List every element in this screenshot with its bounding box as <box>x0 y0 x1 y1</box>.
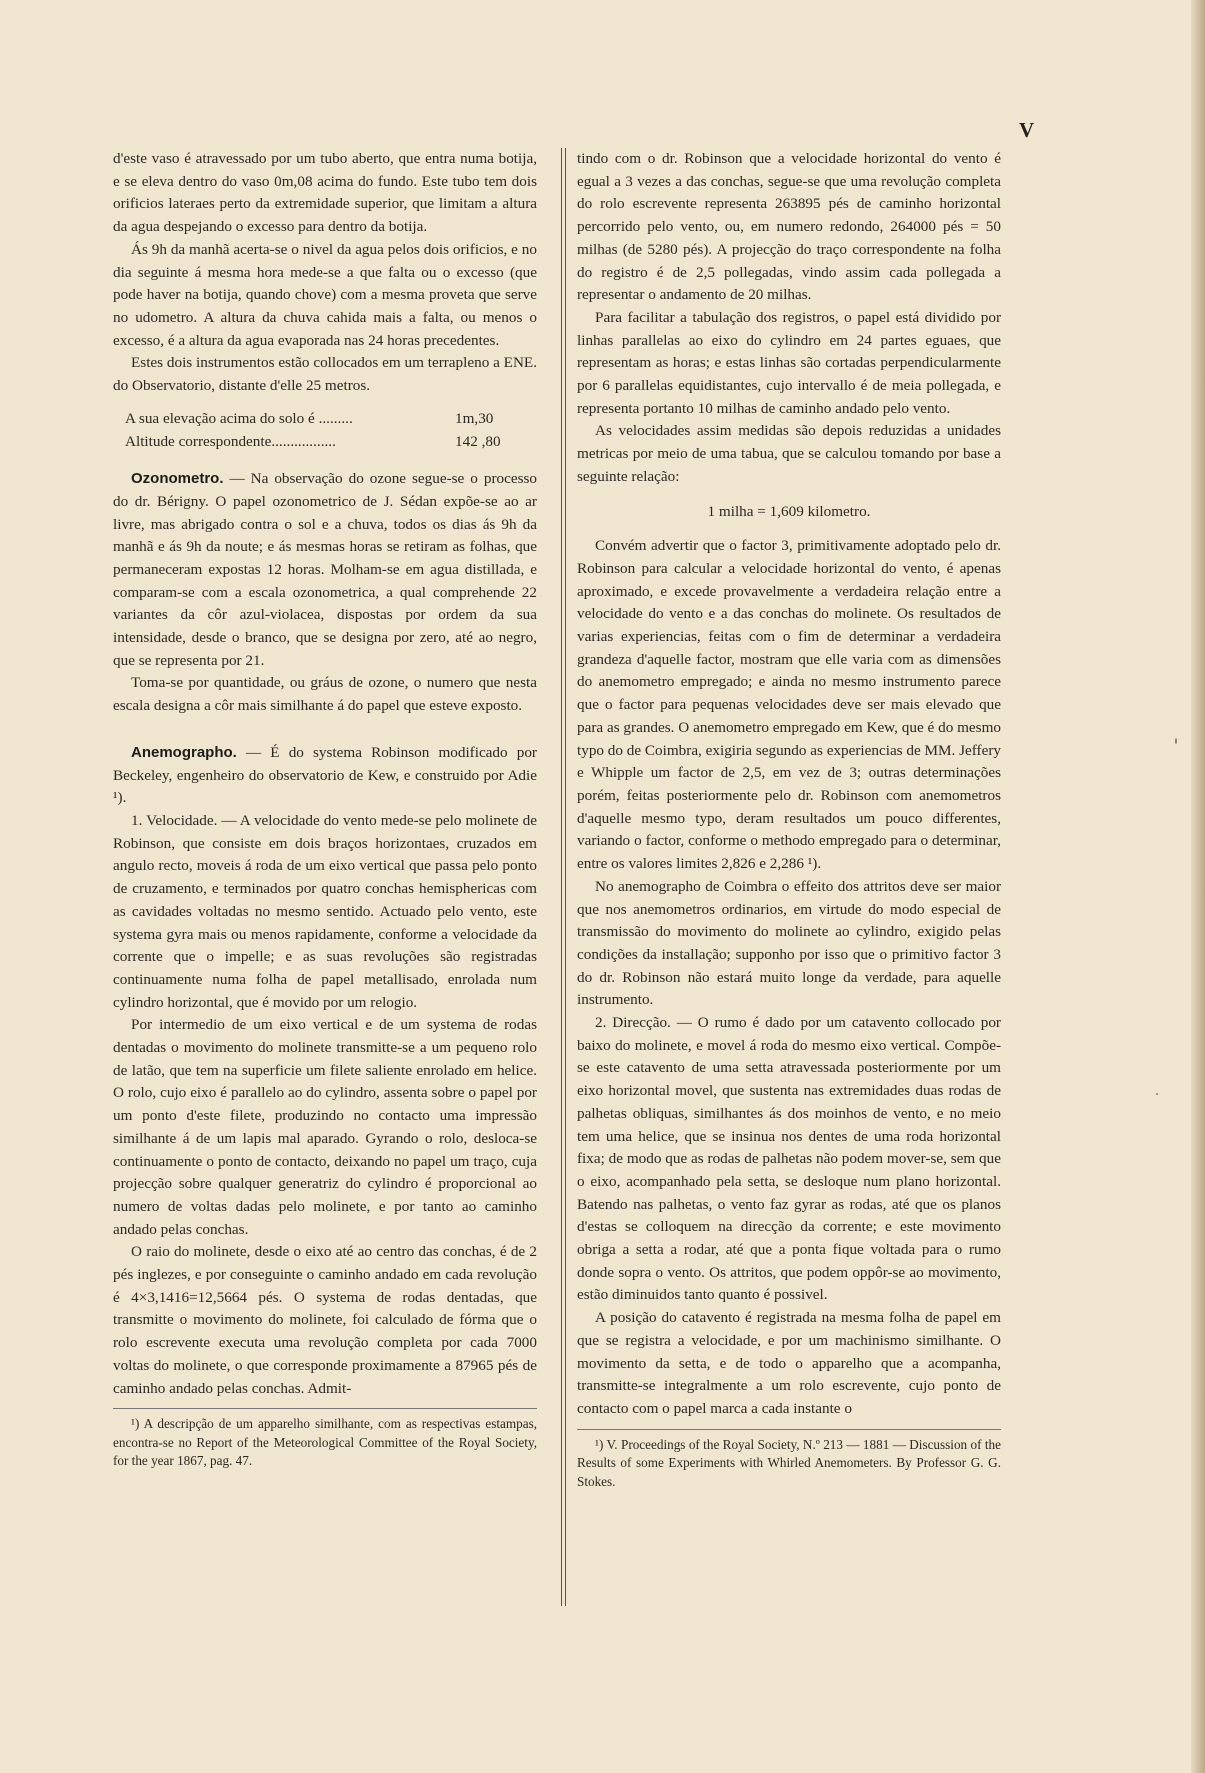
footnote <box>113 1415 537 1471</box>
footnote-rule <box>577 1429 1001 1430</box>
section-heading: Ozonometro. <box>131 470 224 488</box>
footnote-text: ¹) A descripção de um apparelho similhante, com as respectivas estampas, encontra-se no Report of the Meteorological Committee of the Royal Society, for the year 1867, pag. 47. <box>113 1416 537 1469</box>
paragraph: Estes dois instrumentos estão collocados em um terrapleno a ENE. do Observatorio, distante d'elle 25 metros. <box>113 354 537 395</box>
table-label: Altitude correspondente................. <box>125 433 336 451</box>
right-column <box>577 148 1001 1491</box>
paper-speck <box>1175 738 1177 744</box>
paragraph: Para facilitar a tabulação dos registros, o papel está dividido por linhas parallelas ao eixo do cylindro em 24 partes eguaes, que representam as horas; e estas linhas são cortadas perpendicularmente por 6 parallelas equidistantes, cujo intervallo é de meia pollegada, e representa portanto 10 milhas de caminho andado pelo vento. <box>577 308 1001 417</box>
paragraph: Ás 9h da manhã acerta-se o nivel da agua pelos dois orificios, e no dia seguinte á mesma hora mede-se a que falta ou o excesso (que pode haver na botija, quando chove) com a mesma proveta que serve no udometro. A altura da chuva cahida mais a falta, ou menos o excesso, é a altura da agua evaporada nas 24 horas precedentes. <box>113 240 537 349</box>
paragraph: O raio do molinete, desde o eixo até ao centro das conchas, é de 2 pés inglezes, e por conseguinte o caminho andado em cada revolução é 4×3,1416=12,5664 pés. O systema de rodas dentadas, que transmitte o movimento do molinete, foi calculado de fórma que o rolo escrevente executa uma revolução completa por cada 7000 voltas do molinete, o que corresponde proximamente a 87965 pés de caminho andado pelas conchas. Admit- <box>113 1243 537 1397</box>
column-divider <box>561 148 566 1606</box>
footnote-text: ¹) V. Proceedings of the Royal Society, N.º 213 — 1881 — Discussion of the Results of some Experiments with Whirled Anemometers. By Professor G. G. Stokes. <box>577 1436 1001 1489</box>
section-text: — Na observação do ozone segue-se o processo do dr. Bérigny. O papel ozonometrico de J. Sédan expõe-se ao ar livre, mas abrigado contra o sol e a chuva, todos os dias ás 9h da manhã e ás 9h da noute; e ás mesmas horas se retiram as folhas, que permaneceram expostas 12 horas. Molham-se em agua distillada, e comparam-se com a escala ozonometrica, a qual comprehende 22 variantes da côr azul-violacea, dispostas por ordem da sua intensidade, desde o branco, que se designa por zero, até ao negro, que se representa por 21. <box>113 470 537 669</box>
paragraph: A posição do catavento é registrada na mesma folha de papel em que se registra a velocidade, e por um machinismo similhante. O movimento da setta, e de todo o apparelho que a acompanha, transmitte-se integralmente a um rolo escrevente, cujo ponto de contacto com o papel marca a cada instante o <box>577 1309 1001 1417</box>
paper-speck <box>1156 1093 1158 1095</box>
table-label: A sua elevação acima do solo é ......... <box>125 409 353 427</box>
ozonometro-section <box>113 468 537 672</box>
section-heading: Anemographo. <box>131 743 237 761</box>
page-number: V <box>1019 118 1035 142</box>
paragraph: Toma-se por quantidade, ou gráus de ozone, o numero que nesta escala designa a côr mais similhante á do papel que esteve exposto. <box>113 674 537 715</box>
page-edge <box>1191 0 1205 1773</box>
footnote <box>577 1436 1001 1492</box>
anemographo-section <box>113 742 537 810</box>
paragraph: tindo com o dr. Robinson que a velocidade horizontal do vento é egual a 3 vezes a das conchas, segue-se que uma revolução completa do rolo escrevente representa 263895 pés de caminho horizontal percorrido pelo vento, ou, em numero redondo, 264000 pés = 50 milhas (de 5280 pés). A projecção do traço correspondente na folha do registro é de 2,5 pollegadas, vindo assim cada pollegada a representar o andamento de 20 milhas. <box>577 150 1001 304</box>
paragraph: 2. Direcção. — O rumo é dado por um catavento collocado por baixo do molinete, e movel á roda do mesmo eixo vertical. Compõe-se este catavento de uma setta atravessada posteriormente por um eixo horizontal movel, que sustenta nas extremidades duas rodas de palhetas obliquas, similhantes ás dos moinhos de vento, e no meio tem uma helice, que se insinua nos dentes de uma roda horizontal fixa; de modo que as rodas de palhetas não podem mover-se, sem que o eixo, acompanhado pela setta, se desloque num plano horizontal. Batendo nas palhetas, o vento faz gyrar as rodas, até que os planos d'estas se colloquem na direcção da corrente; e este movimento obriga a setta a rodar, até que a ponta fique voltada para o rumo donde sopra o vento. Os attritos, que podem oppôr-se ao movimento, estão diminuidos tanto quanto é possivel. <box>577 1014 1001 1304</box>
table-value: 142 ,80 <box>455 433 501 451</box>
paragraph: Convém advertir que o factor 3, primitivamente adoptado pelo dr. Robinson para calcular a velocidade horizontal do vento, é apenas aproximado, e excede provavelmente a verdadeira relação entre a velocidade do vento e a das conchas do molinete. Os resultados de varias experiencias, feitas com o fim de determinar a verdadeira grandeza d'aquelle factor, mostram que elle varia com as dimensões do anemometro empregado; e ainda no mesmo instrumento parece que o factor para pequenas velocidades deve ser mais elevado que para as grandes. O anemometro empregado em Kew, que é do mesmo typo do de Coimbra, exigiria segundo as experiencias de MM. Jeffery e Whipple um factor de 2,5, em vez de 3; outras determinações porém, feitas posteriormente pelo dr. Robinson com anemometros d'aquelle mesmo typo, deram resultados um pouco differentes, variando o factor, conforme o methodo empregado para o determinar, entre os valores limites 2,826 e 2,286 ¹). <box>577 537 1002 873</box>
footnote-rule <box>113 1408 537 1409</box>
paragraph: As velocidades assim medidas são depois reduzidas a unidades metricas por meio de uma tabua, que se calculou tomando por base a seguinte relação: <box>577 422 1001 485</box>
paragraph: No anemographo de Coimbra o effeito dos attritos deve ser maior que nos anemometros ordinarios, em virtude do modo especial de transmissão do movimento do molinete ao cylindro, exigido pelas condições da installação; supponho por isso que o primitivo factor 3 do dr. Robinson não estará muito longe da verdade, para aquelle instrumento. <box>577 877 1001 1009</box>
paragraph: Por intermedio de um eixo vertical e de um systema de rodas dentadas o movimento do molinete transmitte-se a um pequeno rolo de latão, que tem na superficie um filete saliente enrolado em helice. O rolo, cujo eixo é parallelo ao do cylindro, assenta sobre o papel por um ponto d'este filete, produzindo no contacto uma impressão similhante á de um lapis mal aparado. Gyrando o rolo, desloca-se continuamente o ponto de contacto, deixando no papel um traço, cuja projecção sobre qualquer generatriz do cylindro é proporcional ao numero de voltas dadas pelo molinete, e por tanto ao caminho andado pelas conchas. <box>113 1016 537 1238</box>
table-value: 1m,30 <box>455 409 494 427</box>
relation-formula: 1 milha = 1,609 kilometro. <box>707 502 871 520</box>
left-column <box>113 148 537 1471</box>
paragraph: 1. Velocidade. — A velocidade do vento mede-se pelo molinete de Robinson, que consiste em dois braços horizontaes, cruzados em angulo recto, moveis á roda de um eixo vertical que passa pelo ponto de cruzamento, e terminados por quatro conchas hemisphericas com as cavidades voltadas no mesmo sentido. Actuado pelo vento, este systema gyra mais ou menos rapidamente, conforme a velocidade da corrente que o impelle; e as suas revoluções são registradas continuamente numa folha de papel metallisado, enrolada num cylindro horizontal, que é movido por um relogio. <box>113 811 537 1011</box>
paragraph: d'este vaso é atravessado por um tubo aberto, que entra numa botija, e se eleva dentro do vaso 0m,08 acima do fundo. Este tubo tem dois orificios lateraes perto da extremidade superior, que limitam a altura da agua despejando o excesso para dentro da botija. <box>113 150 537 236</box>
section-text: — É do systema Robinson modificado por Beckeley, engenheiro do observatorio de Kew, e construido por Adie ¹). <box>113 743 537 807</box>
measurement-table <box>125 408 537 454</box>
